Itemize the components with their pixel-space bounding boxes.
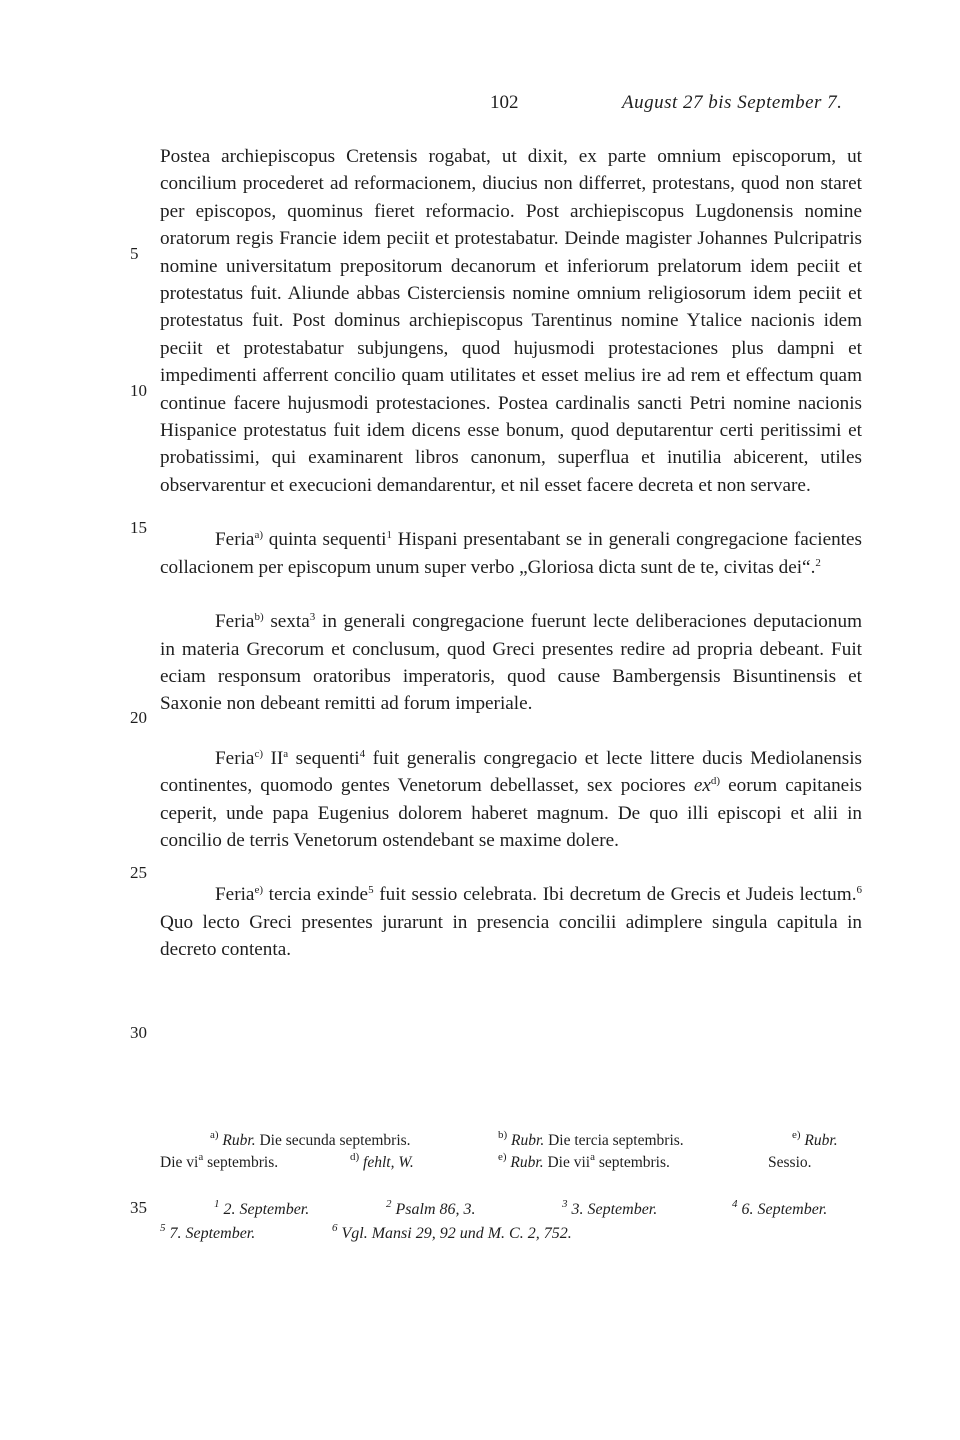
note-label: Rubr. [510, 1154, 544, 1171]
footnote-num: 2 [386, 1198, 392, 1210]
paragraph-text: sexta [263, 611, 310, 633]
footnote-5 [160, 1222, 255, 1246]
footnote-ref: 5 [368, 884, 374, 897]
note-text: septembris. [203, 1154, 279, 1171]
footnote-num: 6 [332, 1222, 338, 1234]
ordinal-sup: a [283, 747, 289, 760]
line-number: 20 [130, 708, 147, 727]
footnote-row [160, 1222, 862, 1246]
paragraph-lead: Feria [215, 529, 255, 551]
line-number: 10 [130, 381, 147, 400]
footnote-text: 6. September. [741, 1201, 828, 1218]
line-number: 15 [130, 518, 147, 537]
note-mark: a) [210, 1129, 219, 1141]
footnote-text: 7. September. [169, 1225, 256, 1242]
page-number: 102 [490, 92, 519, 113]
note-text: septembris. [594, 1154, 670, 1171]
paragraph-4 [160, 745, 862, 855]
footnote-6 [332, 1222, 572, 1246]
ordinal-sup: a [590, 1151, 595, 1163]
note-mark: a) [254, 529, 263, 542]
apparatus-note-e-end: Sessio. [768, 1154, 812, 1171]
note-label: Rubr. [511, 1132, 545, 1149]
italic-word: ex [693, 775, 711, 797]
paragraph-text: in generali congregacione fuerunt lecte deliberaciones deputacionum in materia Grecorum et conclusum, quod Greci presentes redire ad propria debeant. Fuit eciam responsum oratoribus imperatoris, quod cause Bambergensis Bisuntinensis et Saxonie non debeant remitti ad forum imperiale. [160, 611, 862, 715]
footnote-3 [562, 1198, 657, 1222]
apparatus-note-a [210, 1130, 411, 1152]
paragraph-1 [160, 143, 862, 499]
line-number: 5 [130, 244, 139, 263]
footnote-ref: 3 [309, 611, 316, 624]
note-text: Die tercia septembris. [548, 1132, 684, 1149]
note-mark: d) [350, 1151, 360, 1163]
apparatus-note-e [498, 1152, 670, 1174]
paragraph-5 [160, 881, 862, 963]
apparatus-row [160, 1130, 862, 1152]
note-mark: e) [498, 1151, 507, 1163]
paragraph-text: II [262, 747, 284, 769]
paragraph-text: quinta sequenti [262, 529, 387, 551]
footnote-text: Vgl. Mansi 29, 92 und M. C. 2, 752. [341, 1225, 572, 1242]
footnotes [160, 1198, 862, 1246]
footnote-text: 3. September. [571, 1201, 658, 1218]
line-number: 35 [130, 1198, 147, 1217]
note-mark: e) [792, 1129, 801, 1141]
footnote-num: 5 [160, 1222, 166, 1234]
footnote-num: 4 [732, 1198, 738, 1210]
apparatus-note-b [498, 1130, 684, 1152]
critical-apparatus [160, 1130, 862, 1174]
line-number: 25 [130, 863, 147, 882]
note-mark: d) [710, 775, 721, 788]
footnote-num: 3 [562, 1198, 568, 1210]
page-header [0, 92, 960, 118]
note-label: fehlt, W. [363, 1154, 414, 1171]
paragraph-text: Quo lecto Greci presentes jurarunt in presencia concilii adimplere singula capitula in decreto contenta. [160, 911, 862, 961]
paragraph-text: tercia exinde [262, 884, 369, 906]
note-mark: c) [254, 747, 263, 760]
ordinal-sup: a [198, 1151, 204, 1163]
paragraph-text: sequenti [288, 747, 360, 769]
footnote-num: 1 [214, 1198, 220, 1210]
footnote-ref: 6 [856, 884, 862, 897]
apparatus-note-c [792, 1130, 838, 1152]
footnote-ref: 2 [815, 556, 821, 569]
apparatus-note-d [350, 1152, 414, 1174]
main-text [160, 143, 862, 964]
paragraph-text: Postea archiepiscopus Cretensis rogabat, ut dixit, ex parte omnium episcoporum, ut concilium procederet ad reformacionem, diucius non differret, protestans, quod non staret per episcopos, quominus fieret reformacio. Post archiepiscopus Lugdonensis nomine oratorum regis Francie idem peciit et protestabatur. Deinde magister Johannes Pulcripatris nomine universitatum prepositorum decanorum et inferiorum prelatorum idem peciit et protestatus fuit. Aliunde abbas Cisterciensis nomine omnium religiosorum idem peciit et protestatus fuit. Post dominus archiepiscopus Tarentinus nomine Ytalice nacionis idem peciit et protestabatur subjungens, quod hujusmodi protestaciones plus dampni et impedimenti afferrent concilio quam utilitates et esset melius ire ad rem et effectum quam continue facere hujusmodi protestaciones. Postea cardinalis sancti Petri nomine nacionis Hispanice protestatus fuit idem dicens esse bonum, quod deputarentur certi peritissimi et probatissimi, qui examinarent libros canonum, superflua et inutilia abicerent, utiles observarentur et execucioni demandarentur, et nil esset facere decreta et non servare. [160, 146, 862, 496]
paragraph-lead: Feria [215, 884, 255, 906]
note-label: Rubr. [222, 1132, 256, 1149]
footnote-1 [214, 1198, 309, 1222]
footnote-text: 2. September. [223, 1201, 310, 1218]
footnote-text: Psalm 86, 3. [395, 1201, 476, 1218]
note-mark: b) [498, 1129, 508, 1141]
apparatus-row [160, 1152, 862, 1174]
paragraph-lead: Feria [215, 611, 255, 633]
footnote-4 [732, 1198, 827, 1222]
paragraph-3 [160, 608, 862, 718]
note-text: Die vii [547, 1154, 591, 1171]
footnote-ref: 1 [386, 529, 392, 542]
footnote-row [160, 1198, 862, 1222]
footnote-2 [386, 1198, 476, 1222]
paragraph-text: Hispani presentabant se in generali congregacione facientes collacionem per episcopum unum super verbo „Gloriosa dicta sunt de te, civitas dei“. [160, 529, 863, 578]
running-title: August 27 bis September 7. [622, 92, 843, 113]
note-mark: e) [254, 884, 263, 897]
footnote-ref: 4 [359, 747, 366, 760]
note-text: Die vi [160, 1154, 199, 1171]
line-number: 30 [130, 1023, 147, 1042]
paragraph-text: eorum capitaneis ceperit, unde papa Eugenius dolorem haberet magnum. De quo illi episcopi et alii in concilio de terris Venetorum ostendebant se maxime dolere. [160, 775, 862, 851]
note-label: Rubr. [804, 1132, 838, 1149]
paragraph-lead: Feria [215, 747, 255, 769]
paragraph-text: fuit generalis congregacio et lecte littere ducis Mediolanensis continentes, quomodo gentes Venetorum debellasset, sex pociores [160, 747, 862, 797]
note-mark: b) [254, 611, 264, 624]
apparatus-note-c-cont [160, 1152, 278, 1174]
paragraph-2 [160, 526, 862, 581]
note-text: Die secunda septembris. [259, 1132, 411, 1149]
paragraph-text: fuit sessio celebrata. Ibi decretum de Grecis et Judeis lectum. [373, 884, 857, 906]
